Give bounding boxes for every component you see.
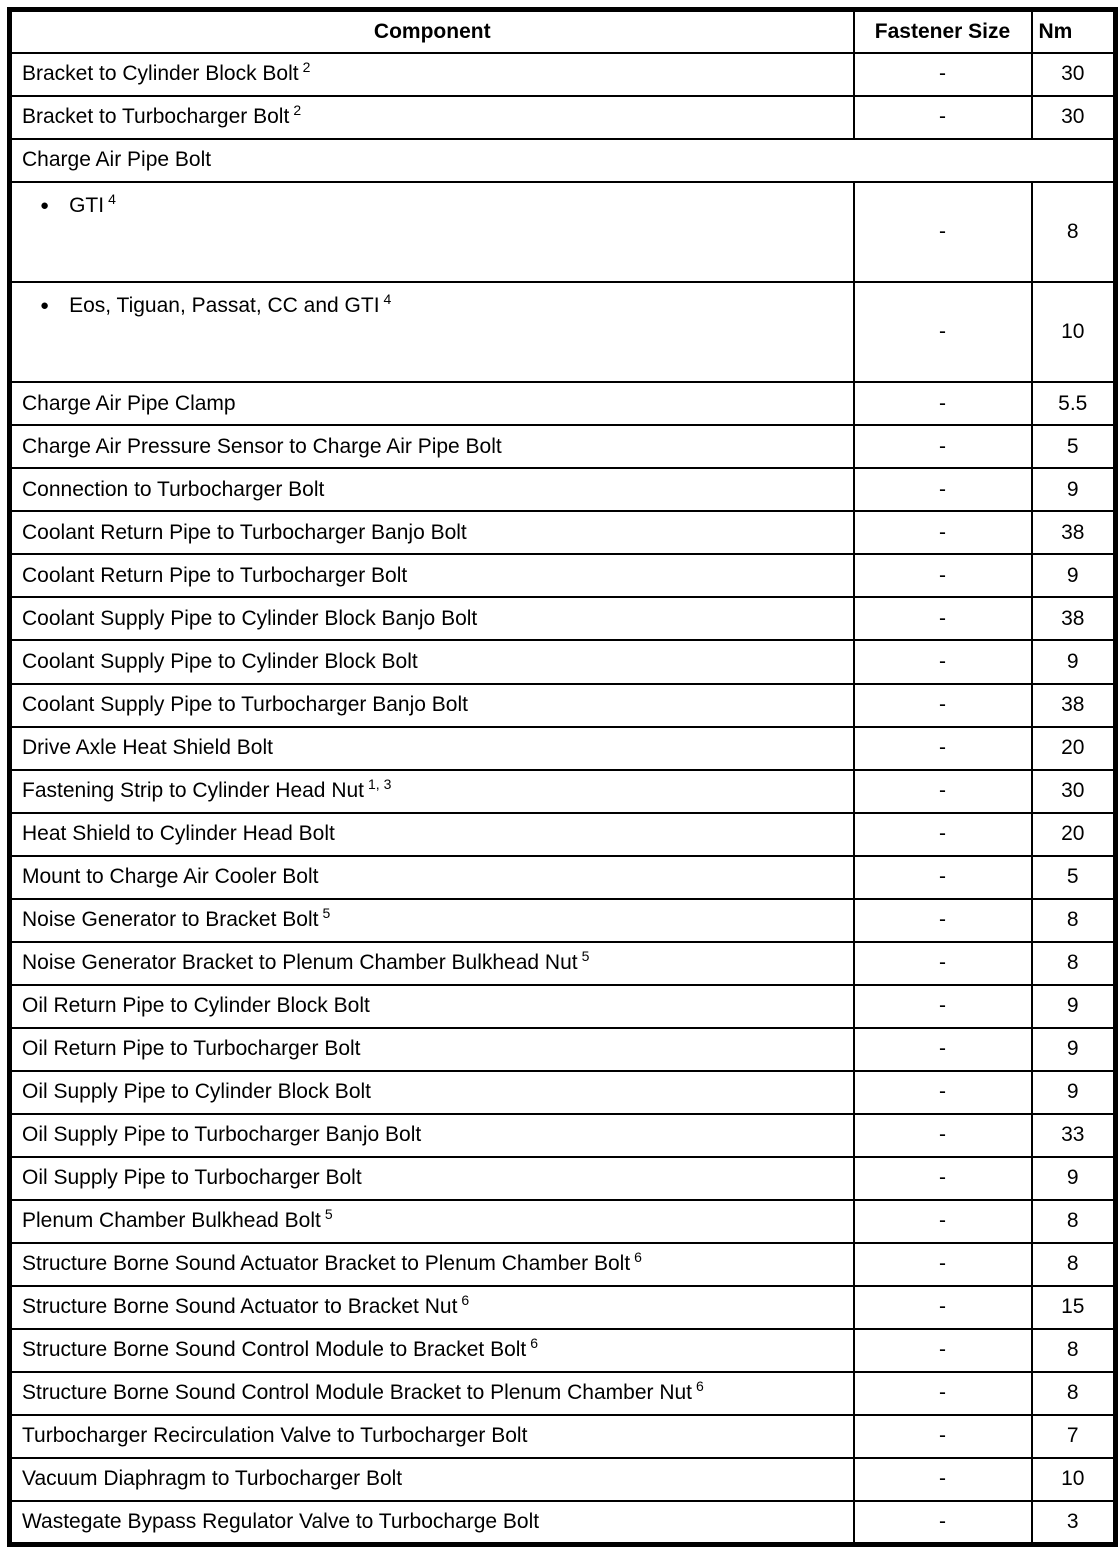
fastener-size-cell: - (854, 511, 1032, 554)
nm-cell: 7 (1032, 1415, 1116, 1458)
table-row (10, 1028, 1116, 1071)
component-cell (10, 282, 854, 382)
table-row (10, 899, 1116, 942)
nm-cell: 8 (1032, 1243, 1116, 1286)
footnote-ref: 6 (696, 1378, 704, 1395)
nm-cell: 9 (1032, 468, 1116, 511)
table-row (10, 425, 1116, 468)
component-cell (10, 813, 854, 856)
component-label: Structure Borne Sound Control Module Bracket to Plenum Chamber Nut (22, 1381, 693, 1405)
component-cell (10, 382, 854, 425)
nm-cell: 10 (1032, 1458, 1116, 1501)
nm-cell: 9 (1032, 640, 1116, 683)
component-label: Bracket to Turbocharger Bolt (22, 105, 290, 129)
component-cell (10, 1157, 854, 1200)
fastener-size-cell: - (854, 985, 1032, 1028)
component-label: GTI (69, 194, 105, 218)
fastener-size-cell: - (854, 382, 1032, 425)
table-row (10, 1200, 1116, 1243)
nm-cell: 30 (1032, 770, 1116, 813)
table-row (10, 640, 1116, 683)
component-cell (10, 1458, 854, 1501)
table-row (10, 1071, 1116, 1114)
table-row (10, 1243, 1116, 1286)
component-cell (10, 899, 854, 942)
fastener-size-cell: - (854, 813, 1032, 856)
nm-cell: 5 (1032, 856, 1116, 899)
fastener-size-cell: - (854, 899, 1032, 942)
table-row (10, 554, 1116, 597)
fastener-size-cell: - (854, 53, 1032, 96)
nm-cell: 3 (1032, 1501, 1116, 1544)
footnote-ref: 4 (108, 191, 116, 208)
fastener-size-cell: - (854, 1114, 1032, 1157)
fastener-size-cell: - (854, 856, 1032, 899)
component-cell (10, 684, 854, 727)
component-cell (10, 985, 854, 1028)
nm-cell: 8 (1032, 942, 1116, 985)
table-row (10, 1415, 1116, 1458)
table-row (10, 468, 1116, 511)
nm-cell: 30 (1032, 53, 1116, 96)
component-label: Noise Generator to Bracket Bolt (22, 908, 319, 932)
header-row (10, 10, 1116, 54)
nm-cell: 9 (1032, 985, 1116, 1028)
bullet-icon: ● (40, 297, 50, 315)
header-component: Component (10, 10, 854, 54)
footnote-ref: 6 (530, 1335, 539, 1352)
fastener-size-cell: - (854, 597, 1032, 640)
fastener-size-cell: - (854, 684, 1032, 727)
nm-cell: 20 (1032, 727, 1116, 770)
table-row (10, 53, 1116, 96)
component-cell (10, 53, 854, 96)
fastener-size-cell: - (854, 1028, 1032, 1071)
nm-cell: 9 (1032, 554, 1116, 597)
nm-cell: 38 (1032, 511, 1116, 554)
fastener-size-cell: - (854, 1329, 1032, 1372)
fastener-size-cell: - (854, 727, 1032, 770)
fastener-size-cell: - (854, 1286, 1032, 1329)
table-row (10, 1329, 1116, 1372)
nm-cell: 8 (1032, 899, 1116, 942)
table-body (10, 53, 1116, 1545)
nm-cell: 38 (1032, 684, 1116, 727)
component-label: Oil Supply Pipe to Turbocharger Bolt (22, 1166, 362, 1190)
component-cell (10, 1415, 854, 1458)
component-cell (10, 1114, 854, 1157)
component-label: Fastening Strip to Cylinder Head Nut (22, 778, 364, 802)
component-cell (10, 727, 854, 770)
fastener-size-cell: - (854, 640, 1032, 683)
component-label: Structure Borne Sound Actuator to Bracket Nut (22, 1295, 458, 1319)
table-row (10, 1501, 1116, 1544)
fastener-size-cell: - (854, 1243, 1032, 1286)
footnote-ref: 5 (581, 948, 590, 965)
component-cell (10, 1243, 854, 1286)
footnote-ref: 6 (461, 1292, 470, 1309)
table-header (10, 10, 1116, 54)
footnote-ref: 5 (322, 905, 331, 922)
nm-cell: 5.5 (1032, 382, 1116, 425)
component-label: Heat Shield to Cylinder Head Bolt (22, 821, 335, 845)
component-cell (10, 1028, 854, 1071)
fastener-size-cell: - (854, 182, 1032, 282)
component-label: Wastegate Bypass Regulator Valve to Turbocharge Bolt (22, 1509, 540, 1533)
table-row (10, 856, 1116, 899)
component-label: Coolant Return Pipe to Turbocharger Banjo Bolt (22, 520, 467, 544)
fastener-size-cell: - (854, 282, 1032, 382)
component-label: Structure Borne Sound Control Module to Bracket Bolt (22, 1338, 527, 1362)
fastener-size-cell: - (854, 1071, 1032, 1114)
table-row (10, 770, 1116, 813)
component-label: Vacuum Diaphragm to Turbocharger Bolt (22, 1467, 403, 1491)
component-cell (10, 1286, 854, 1329)
section-row (10, 139, 1116, 182)
component-label: Oil Return Pipe to Cylinder Block Bolt (22, 994, 370, 1018)
table-row (10, 182, 1116, 282)
bullet-icon: ● (40, 197, 50, 215)
component-cell (10, 511, 854, 554)
fastener-size-cell: - (854, 1415, 1032, 1458)
table-row (10, 96, 1116, 139)
component-label: Charge Air Pipe Bolt (22, 148, 212, 172)
component-cell (10, 856, 854, 899)
component-cell (10, 1329, 854, 1372)
nm-cell: 10 (1032, 282, 1116, 382)
table-row (10, 942, 1116, 985)
fastener-size-cell: - (854, 1200, 1032, 1243)
component-cell (10, 182, 854, 282)
footnote-ref: 1, 3 (368, 775, 392, 792)
fastener-size-cell: - (854, 96, 1032, 139)
nm-cell: 9 (1032, 1071, 1116, 1114)
fastener-size-cell: - (854, 1157, 1032, 1200)
nm-cell: 38 (1032, 597, 1116, 640)
component-label: Mount to Charge Air Cooler Bolt (22, 865, 319, 889)
fastener-size-cell: - (854, 1501, 1032, 1544)
component-cell (10, 468, 854, 511)
table-row (10, 1458, 1116, 1501)
component-label: Coolant Return Pipe to Turbocharger Bolt (22, 563, 408, 587)
table-row (10, 1157, 1116, 1200)
component-label: Coolant Supply Pipe to Cylinder Block Banjo Bolt (22, 606, 478, 630)
component-cell (10, 96, 854, 139)
component-label: Turbocharger Recirculation Valve to Turbocharger Bolt (22, 1424, 528, 1448)
component-label: Coolant Supply Pipe to Turbocharger Banjo Bolt (22, 692, 468, 716)
nm-cell: 30 (1032, 96, 1116, 139)
fastener-size-cell: - (854, 1372, 1032, 1415)
component-label: Bracket to Cylinder Block Bolt (22, 62, 299, 86)
header-nm: Nm (1032, 10, 1116, 54)
fastener-size-cell: - (854, 425, 1032, 468)
table-row (10, 282, 1116, 382)
component-label: Eos, Tiguan, Passat, CC and GTI (69, 294, 380, 318)
component-label: Charge Air Pressure Sensor to Charge Air Pipe Bolt (22, 434, 502, 458)
footnote-ref: 4 (383, 291, 392, 308)
component-cell (10, 942, 854, 985)
component-label: Drive Axle Heat Shield Bolt (22, 735, 273, 759)
nm-cell: 8 (1032, 1200, 1116, 1243)
nm-cell: 9 (1032, 1028, 1116, 1071)
table-row (10, 1372, 1116, 1415)
table-row (10, 382, 1116, 425)
header-fastener-size: Fastener Size (854, 10, 1032, 54)
fastener-size-cell: - (854, 770, 1032, 813)
footnote-ref: 2 (293, 102, 302, 119)
fastener-size-cell: - (854, 942, 1032, 985)
nm-cell: 33 (1032, 1114, 1116, 1157)
component-cell (10, 1071, 854, 1114)
fastener-size-cell: - (854, 1458, 1032, 1501)
table-row (10, 813, 1116, 856)
component-cell (10, 139, 1116, 182)
nm-cell: 9 (1032, 1157, 1116, 1200)
component-label: Oil Return Pipe to Turbocharger Bolt (22, 1037, 361, 1061)
component-cell (10, 597, 854, 640)
component-cell (10, 1200, 854, 1243)
component-cell (10, 770, 854, 813)
nm-cell: 20 (1032, 813, 1116, 856)
component-label: Connection to Turbocharger Bolt (22, 477, 325, 501)
table-row (10, 1286, 1116, 1329)
nm-cell: 5 (1032, 425, 1116, 468)
component-label: Charge Air Pipe Clamp (22, 391, 236, 415)
table-row (10, 1114, 1116, 1157)
table-row (10, 597, 1116, 640)
table-row (10, 985, 1116, 1028)
component-label: Noise Generator Bracket to Plenum Chamber Bulkhead Nut (22, 951, 578, 975)
fastener-size-cell: - (854, 468, 1032, 511)
component-label: Structure Borne Sound Actuator Bracket to Plenum Chamber Bolt (22, 1252, 631, 1276)
table-row (10, 511, 1116, 554)
nm-cell: 8 (1032, 1372, 1116, 1415)
component-cell (10, 1501, 854, 1544)
fastener-size-cell: - (854, 554, 1032, 597)
component-cell (10, 640, 854, 683)
footnote-ref: 6 (634, 1249, 642, 1266)
component-label: Oil Supply Pipe to Turbocharger Banjo Bolt (22, 1123, 422, 1147)
nm-cell: 8 (1032, 182, 1116, 282)
nm-cell: 8 (1032, 1329, 1116, 1372)
fastener-torque-table (7, 7, 1118, 1547)
component-cell (10, 1372, 854, 1415)
nm-cell: 15 (1032, 1286, 1116, 1329)
component-label: Plenum Chamber Bulkhead Bolt (22, 1209, 321, 1233)
component-label: Oil Supply Pipe to Cylinder Block Bolt (22, 1080, 371, 1104)
component-cell (10, 425, 854, 468)
table-row (10, 684, 1116, 727)
component-cell (10, 554, 854, 597)
table-row (10, 727, 1116, 770)
footnote-ref: 5 (324, 1206, 333, 1223)
component-label: Coolant Supply Pipe to Cylinder Block Bolt (22, 649, 418, 673)
footnote-ref: 2 (302, 59, 311, 76)
